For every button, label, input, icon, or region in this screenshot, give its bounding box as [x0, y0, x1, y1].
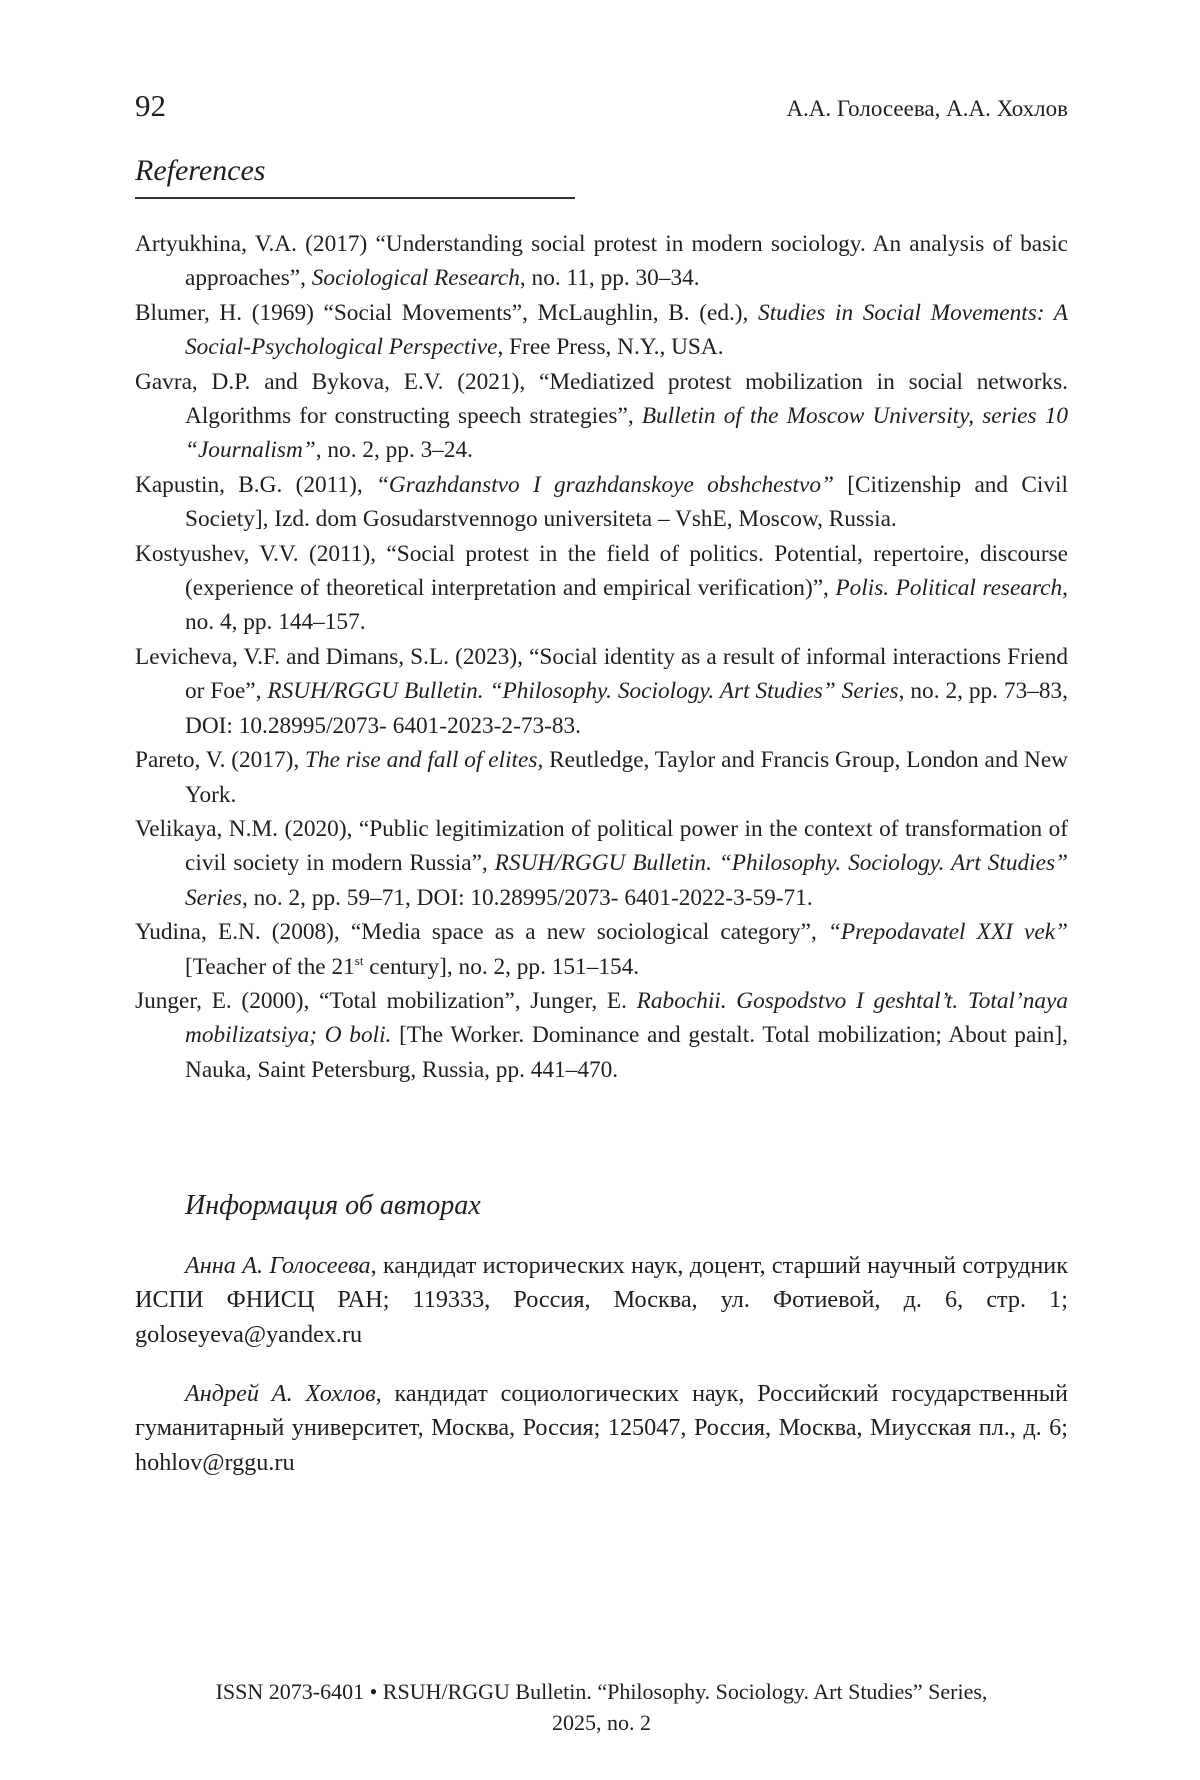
author-details: , кандидат исторических наук, доцент, старший научный сотрудник ИСПИ ФНИСЦ РАН; 119333, Россия, Москва, ул. Фотиевой, д. 6, стр. 1; goloseyeva@yandex.ru	[135, 1252, 1068, 1348]
reference-tail: , no. 2, pp. 59–71, DOI: 10.28995/2073- 6401-2022-3-59-71.	[242, 885, 813, 911]
author-name: Андрей А. Хохлов	[185, 1380, 376, 1407]
reference-item	[135, 365, 1068, 468]
reference-title: Polis. Political research	[835, 575, 1062, 601]
reference-tail: , no. 2, pp. 3–24.	[316, 437, 473, 463]
reference-item	[135, 537, 1068, 640]
reference-item	[135, 984, 1068, 1087]
reference-title: RSUH/RGGU Bulletin. “Philosophy. Sociology. Art Studies” Series	[267, 678, 898, 704]
reference-lead: Velikaya, N.M. (2020), “Public legitimization of political power in the context of transformation of civil society in modern Russia”,	[135, 816, 1068, 876]
reference-tail: , no. 11, pp. 30–34.	[520, 265, 700, 291]
reference-title: Rabochii. Gospodstvo I geshtal’t. Total’naya mobilizatsiya; O boli.	[185, 988, 1068, 1048]
authors-info-heading: Информация об авторах	[185, 1190, 481, 1222]
reference-lead: Yudina, E.N. (2008), “Media space as a new sociological category”,	[135, 919, 828, 945]
reference-tail: , Reutledge, Taylor and Francis Group, London and New York.	[185, 747, 1068, 807]
reference-list	[135, 227, 1068, 1087]
reference-tail: [Citizenship and Civil Society], Izd. dom Gosudarstvennogo universiteta – VshE, Moscow, Russia.	[185, 472, 1068, 532]
reference-title: Bulletin of the Moscow University, series 10 “Journalism”	[185, 403, 1068, 463]
reference-lead: Kostyushev, V.V. (2011), “Social protest in the field of politics. Potential, repertoire, discourse (experience of theoretical interpretation and empirical verification)”,	[135, 541, 1068, 601]
reference-title: RSUH/RGGU Bulletin. “Philosophy. Sociology. Art Studies” Series	[185, 850, 1068, 910]
reference-title: Studies in Social Movements: A Social-Psychological Perspective	[185, 300, 1068, 360]
reference-tail: , no. 4, pp. 144–157.	[185, 575, 1068, 635]
reference-tail: , Free Press, N.Y., USA.	[497, 334, 723, 360]
reference-title: Sociological Research	[312, 265, 520, 291]
reference-tail: [The Worker. Dominance and gestalt. Total mobilization; About pain], Nauka, Saint Petersburg, Russia, pp. 441–470.	[185, 1022, 1068, 1082]
reference-lead: Pareto, V. (2017),	[135, 747, 305, 773]
reference-title: The rise and fall of elites	[305, 747, 537, 773]
author-name: Анна А. Голосеева	[185, 1252, 371, 1279]
footer-line: ISSN 2073-6401 • RSUH/RGGU Bulletin. “Philosophy. Sociology. Art Studies” Series,	[135, 1676, 1068, 1707]
reference-lead: Junger, E. (2000), “Total mobilization”, Junger, E.	[135, 988, 637, 1014]
reference-tail: century], no. 2, pp. 151–154.	[363, 954, 639, 980]
reference-lead: Kapustin, B.G. (2011),	[135, 472, 376, 498]
reference-lead: Artyukhina, V.A. (2017) “Understanding social protest in modern sociology. An analysis of basic approaches”,	[135, 231, 1068, 291]
journal-footer	[135, 1676, 1068, 1738]
page-number: 92	[135, 88, 166, 124]
ordinal-superscript: st	[355, 953, 364, 968]
author-info	[135, 1377, 1068, 1480]
reference-lead: Gavra, D.P. and Bykova, E.V. (2021), “Mediatized protest mobilization in social networks. Algorithms for constructing speech strategies”,	[135, 369, 1068, 429]
author-details: , кандидат социологических наук, Российский государственный гуманитарный университет, Москва, Россия; 125047, Россия, Москва, Миусская пл., д. 6; hohlov@rggu.ru	[135, 1380, 1068, 1476]
reference-tail: , no. 2, pp. 73–83, DOI: 10.28995/2073- 6401-2023-2-73-83.	[185, 678, 1068, 738]
reference-item	[135, 468, 1068, 537]
reference-item	[135, 227, 1068, 296]
footer-line: 2025, no. 2	[135, 1707, 1068, 1738]
reference-lead: Blumer, H. (1969) “Social Movements”, McLaughlin, B. (ed.),	[135, 300, 758, 326]
author-info	[135, 1249, 1068, 1352]
references-heading: References	[135, 154, 265, 188]
reference-lead: Levicheva, V.F. and Dimans, S.L. (2023), “Social identity as a result of informal interactions Friend or Foe”,	[135, 644, 1068, 704]
reference-title: “Prepodavatel XXI vek”	[828, 919, 1068, 945]
reference-tail: [Teacher of the 21	[185, 954, 355, 980]
reference-item	[135, 915, 1068, 984]
journal-page	[135, 0, 1068, 1780]
reference-title: “Grazhdanstvo I grazhdanskoye obshchestvo”	[376, 472, 834, 498]
reference-item	[135, 812, 1068, 915]
reference-item	[135, 640, 1068, 743]
reference-item	[135, 743, 1068, 812]
running-header-authors: А.А. Голосеева, А.А. Хохлов	[786, 96, 1068, 122]
reference-item	[135, 296, 1068, 365]
running-header	[135, 88, 1068, 124]
references-divider	[135, 197, 575, 199]
